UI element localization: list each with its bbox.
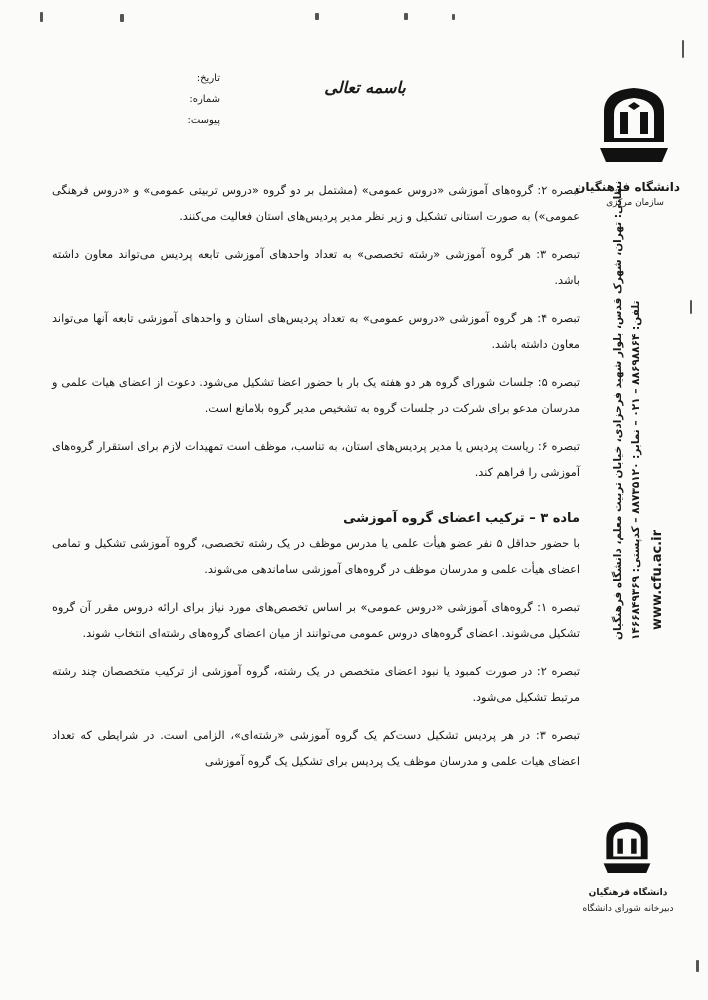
scan-speck: [40, 12, 43, 22]
scan-speck: [690, 300, 692, 314]
sidebar-website: www.cfu.ac.ir: [650, 530, 665, 630]
sidebar-website-wrap: [650, 480, 680, 660]
sidebar-phone: تلفن: ۸۸۶۹۸۸۶۴ – ۰۲۱ – نمابر: ۸۸۷۳۵۱۲۰ – کدپستی: ۱۴۶۶۸۴۹۳۶۹: [630, 300, 642, 640]
note-3: تبصره ۳: هر گروه آموزشی «رشته تخصصی» به تعداد واحدهای آموزشی تابعه پردیس می‌تواند معاون داشته باشد.: [52, 248, 580, 287]
number-label: شماره:: [189, 94, 220, 105]
note-6: تبصره ۶: ریاست پردیس یا مدیر پردیس‌های استان، به تناسب، موظف است تمهیدات لازم برای استقرار گروه‌های آموزشی را فراهم کند.: [52, 440, 580, 479]
logo-subtitle: سازمان مرکزی: [606, 198, 664, 208]
note-4: تبصره ۴: هر گروه آموزشی «دروس عمومی» به تعداد پردیس‌های استان و واحدهای آموزشی تابعه آنها می‌تواند معاون داشته باشد.: [52, 312, 580, 351]
attachment-label: پیوست:: [187, 115, 220, 126]
scan-speck: [315, 13, 319, 20]
article-3-note-3: تبصره ۳: در هر پردیس تشکیل دست‌کم یک گروه آموزشی «رشته‌ای»، الزامی است. در شرایطی که تعداد اعضای هیات علمی و مدرسان موظف یک پردیس برای تشکیل یک گروه آموزشی: [52, 729, 581, 768]
header-title: باسمه تعالی: [324, 78, 406, 97]
note-2: تبصره ۲: گروه‌های آموزشی «دروس عمومی» (مشتمل بر دو گروه «دروس تربیتی عمومی» و «دروس فرهنگی عمومی») به صورت استانی تشکیل و زیر نظر مدیر پردیس‌های استان فعالیت می‌کنند.: [52, 184, 580, 223]
article-3-note-1: تبصره ۱: گروه‌های آموزشی «دروس عمومی» بر اساس تخصص‌های مورد نیاز برای ارائه دروس مقرر آن گروه تشکیل می‌شوند. اعضای گروه‌های دروس عمومی می‌توانند از میان اعضای گروه‌های رشته‌ای انتخاب شوند.: [52, 601, 581, 640]
stamp-line2: دبیرخانه شورای دانشگاه: [582, 904, 674, 914]
scan-speck: [452, 14, 455, 20]
scan-speck: [404, 13, 408, 20]
article-3-note-2: تبصره ۲: در صورت کمبود یا نبود اعضای متخصص در یک رشته، گروه آموزشی از ترکیب متخصصان چند رشته مرتبط تشکیل می‌شود.: [52, 665, 580, 704]
article-3-text: با حضور حداقل ۵ نفر عضو هیأت علمی یا مدرس موظف در یک رشته تخصصی، گروه آموزشی تشکیل و تمامی اعضای هیأت علمی و مدرسان موظف در گروه‌های آموزشی ساماندهی می‌شوند.: [52, 537, 580, 576]
article-3-heading: ماده ۳ – ترکیب اعضای گروه آموزشی: [343, 511, 580, 526]
scan-speck: [682, 40, 684, 58]
secretariat-stamp-logo: [602, 818, 652, 884]
university-logo: [598, 82, 670, 178]
scan-speck: [120, 14, 124, 22]
document-body: [52, 178, 580, 787]
date-label: تاریخ:: [196, 73, 220, 84]
logo-name: دانشگاه فرهنگیان: [575, 180, 680, 194]
sidebar-address: نشانی: تهران، شهرک قدس، بلوار شهید فرحزادی، خیابان تربیت معلم، دانشگاه فرهنگیان: [612, 180, 624, 640]
stamp-line1: دانشگاه فرهنگیان: [588, 888, 668, 898]
letter-meta: [150, 68, 220, 131]
scan-speck: [696, 960, 699, 972]
note-5: تبصره ۵: جلسات شورای گروه هر دو هفته یک بار با حضور اعضا تشکیل می‌شود. دعوت از اعضای هیات علمی و مدرسان مدعو برای شرکت در جلسات گروه به تشخیص مدیر گروه بلامانع است.: [52, 376, 581, 415]
